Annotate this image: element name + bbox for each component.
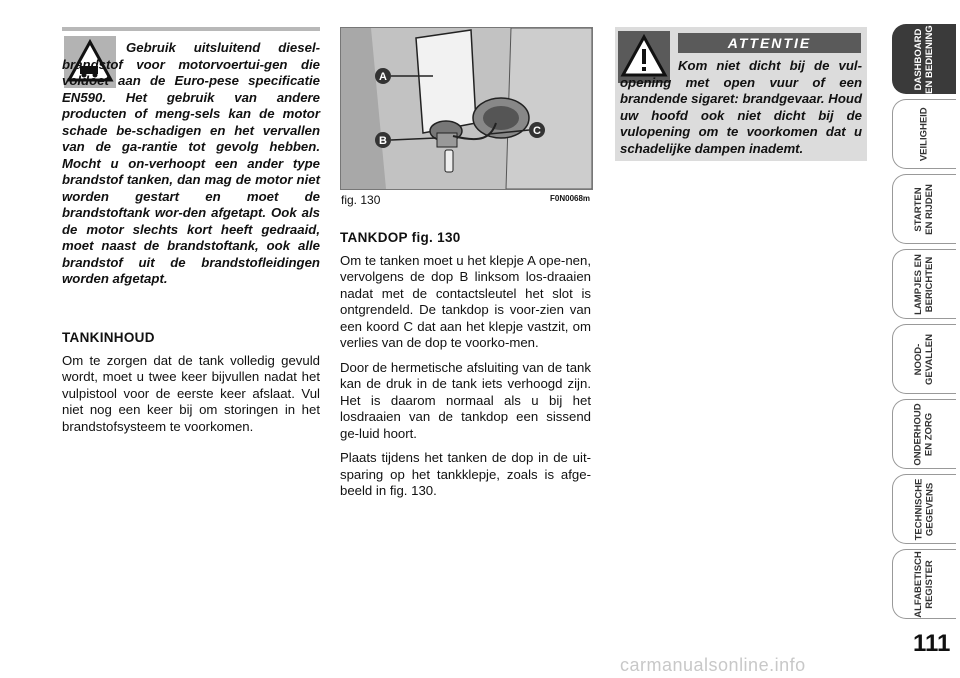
tankinhoud-section — [62, 330, 320, 443]
attentie-label: ATTENTIE — [678, 33, 861, 53]
chapter-tab-3[interactable] — [892, 174, 956, 244]
tankdop-paragraph-2: Door de hermetische afsluiting van de tank kan de druk in de tank iets verhoogd zijn. Het is daarom normaal als u bij het losdraaien van de tankdop een sissend ge-luid hoort. — [340, 359, 591, 441]
chapter-tab-5[interactable] — [892, 324, 956, 394]
chapter-tab-6[interactable] — [892, 399, 956, 469]
callout-b-label: B — [379, 135, 387, 147]
chapter-tab-label: STARTEN EN RIJDEN — [913, 183, 935, 235]
tankdop-paragraph-3: Plaats tijdens het tanken de dop in de uit-sparing op het tankklepje, zoals is afge-beeld in fig. 130. — [340, 450, 591, 498]
fuel-cap-figure — [340, 27, 593, 190]
tankdop-section — [340, 230, 591, 508]
tankinhoud-title: TANKINHOUD — [62, 330, 155, 345]
left-top-rule — [62, 27, 320, 31]
fuel-cap-illustration — [341, 28, 592, 189]
page-number: 111 — [913, 630, 951, 657]
callout-c-label: C — [533, 125, 541, 137]
tankinhoud-body: Om te zorgen dat de tank volledig gevuld wordt, moet u twee keer bijvullen nadat het vulpistool voor de eerste keer afslaat. Vul niet nog een keer bij om storingen in het brandstofsysteem te voorkomen. — [62, 352, 320, 434]
chapter-tab-2[interactable] — [892, 99, 956, 169]
figure-caption: fig. 130 — [341, 193, 381, 207]
attentie-text: Kom niet dicht bij de vul-opening met open vuur of een brandende sigaret: brandgevaar. Houd uw hoofd ook niet dicht bij de vulopening om te voorkomen dat u schadelijke dampen inademt. — [620, 58, 862, 156]
chapter-tab-4[interactable] — [892, 249, 956, 319]
figure-code: F0N0068m — [550, 194, 591, 203]
chapter-tab-label: ONDERHOUD EN ZORG — [913, 402, 935, 466]
chapter-tab-label: DASHBOARD EN BEDIENING — [913, 24, 935, 94]
tankdop-paragraph-1: Om te tanken moet u het klepje A ope-nen, vervolgens de dop B linksom los-draaien nadat met de contactsleutel het slot is ontgrendeld. De tankdop is voor-zien van een koord C dat aan het klepje vastzit, om verlies van de dop te voorko-men. — [340, 252, 591, 350]
callout-a-label: A — [379, 71, 387, 83]
chapter-tab-label: VEILIGHEID — [918, 107, 930, 161]
chapter-tab-label: LAMPJES EN BERICHTEN — [913, 253, 935, 315]
chapter-tab-8[interactable] — [892, 549, 956, 619]
chapter-tab-label: NOOD- GEVALLEN — [913, 333, 935, 385]
chapter-tab-7[interactable] — [892, 474, 956, 544]
watermark: carmanualsonline.info — [620, 655, 806, 675]
fuel-warning-text: Gebruik uitsluitend diesel-brandstof voor motorvoertui-gen die voldoet aan de Euro-pese specificatie EN590. Het gebruik van andere producten of meng-sels kan de motor schade be-schadigen en het vervallen van de ga-rantie tot gevolg hebben. Mocht u on-verhoopt een ander type brandstof tanken, dan mag de motor niet worden gestart en moet de brandstoftank wor-den afgetapt. Ook als de motor slechts kort heeft gedraaid, moet naast de brandstoftank, ook alle brandstof uit de brandstofleidingen worden afgetapt. — [62, 40, 320, 286]
chapter-tab-label: TECHNISCHE GEGEVENS — [912, 478, 935, 540]
chapter-tab-1[interactable] — [892, 24, 956, 94]
tankdop-title: TANKDOP fig. 130 — [340, 230, 461, 245]
chapter-tab-label: ALFABETISCH REGISTER — [913, 550, 935, 618]
